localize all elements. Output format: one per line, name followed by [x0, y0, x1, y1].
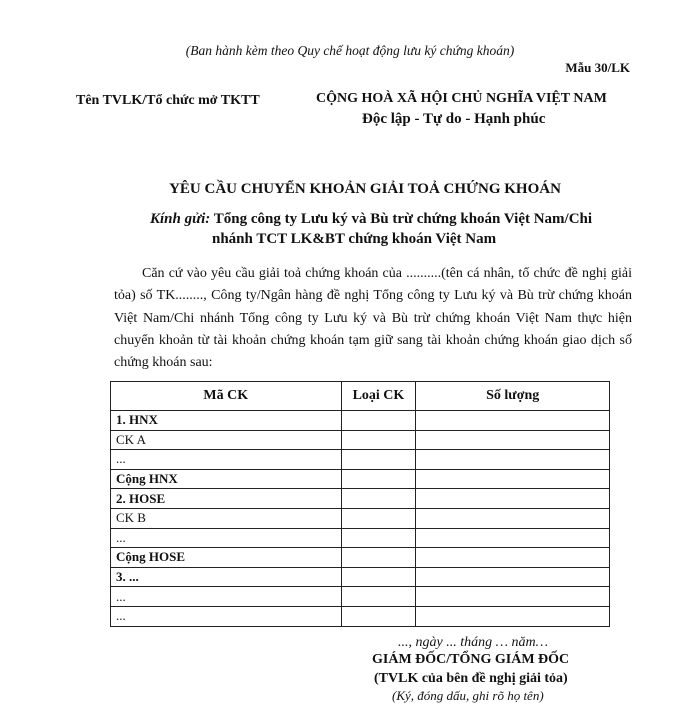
row-label: ...	[111, 606, 342, 626]
header-loai-ck: Loại CK	[341, 382, 416, 411]
row-type-cell	[341, 411, 416, 431]
header-ma-ck: Mã CK	[111, 382, 342, 411]
table-row	[111, 548, 610, 568]
form-code: Mẫu 30/LK	[565, 60, 630, 75]
table-row	[111, 430, 610, 450]
row-type-cell	[341, 528, 416, 548]
document-title: YÊU CẦU CHUYỂN KHOẢN GIẢI TOẢ CHỨNG KHOÁN	[169, 181, 561, 197]
row-quantity-cell	[416, 469, 610, 489]
recipient-lead: Kính gửi:	[150, 211, 211, 227]
recipient	[150, 209, 640, 249]
table-row	[111, 508, 610, 528]
national-motto: Độc lập - Tự do - Hạnh phúc	[362, 111, 546, 127]
row-label: Cộng HNX	[111, 469, 342, 489]
table-row	[111, 528, 610, 548]
row-type-cell	[341, 430, 416, 450]
row-quantity-cell	[416, 489, 610, 509]
row-quantity-cell	[416, 411, 610, 431]
row-type-cell	[341, 508, 416, 528]
row-quantity-cell	[416, 450, 610, 470]
row-label: CK A	[111, 430, 342, 450]
row-type-cell	[341, 606, 416, 626]
row-label: ...	[111, 528, 342, 548]
row-label: CK B	[111, 508, 342, 528]
body-paragraph: Căn cứ vào yêu cầu giải toả chứng khoán của ..........(tên cá nhân, tổ chức đề nghị giải tỏa) số TK........, Công ty/Ngân hàng đề nghị Tổng công ty Lưu ký và Bù trừ chứng khoán Việt Nam/Chi nhánh Tổng công ty Lưu ký và Bù trừ chứng khoán Việt Nam thực hiện chuyển khoản từ tài khoản chứng khoán tạm giữ sang tài khoản chứng khoán giao dịch số chứng khoán sau:	[114, 266, 632, 371]
table-header-row	[111, 382, 610, 411]
issued-note: (Ban hành kèm theo Quy chế hoạt động lưu ký chứng khoán)	[185, 43, 515, 58]
row-label: ...	[111, 587, 342, 607]
table-row	[111, 567, 610, 587]
table-row	[111, 606, 610, 626]
row-label: 3. ...	[111, 567, 342, 587]
recipient-line-2: nhánh TCT LK&BT chứng khoán Việt Nam	[212, 231, 497, 247]
row-label: 2. HOSE	[111, 489, 342, 509]
row-label: ...	[111, 450, 342, 470]
securities-table	[110, 381, 610, 627]
table-row	[111, 489, 610, 509]
header-so-luong: Số lượng	[416, 382, 610, 411]
recipient-line-1: Tổng công ty Lưu ký và Bù trừ chứng khoán Việt Nam/Chi	[210, 211, 593, 227]
table-row	[111, 587, 610, 607]
row-type-cell	[341, 567, 416, 587]
row-label: Cộng HOSE	[111, 548, 342, 568]
table-row	[111, 469, 610, 489]
table-row	[111, 450, 610, 470]
row-type-cell	[341, 469, 416, 489]
row-type-cell	[341, 489, 416, 509]
row-quantity-cell	[416, 548, 610, 568]
signer-subtitle: (TVLK của bên đề nghị giải tỏa)	[374, 671, 568, 686]
signature-note: (Ký, đóng dấu, ghi rõ họ tên)	[392, 688, 544, 703]
nation-title: CỘNG HOÀ XÃ HỘI CHỦ NGHĨA VIỆT NAM	[316, 91, 607, 106]
row-quantity-cell	[416, 587, 610, 607]
row-quantity-cell	[416, 508, 610, 528]
row-type-cell	[341, 450, 416, 470]
row-quantity-cell	[416, 606, 610, 626]
row-type-cell	[341, 587, 416, 607]
row-quantity-cell	[416, 430, 610, 450]
table-row	[111, 411, 610, 431]
row-type-cell	[341, 548, 416, 568]
row-label: 1. HNX	[111, 411, 342, 431]
row-quantity-cell	[416, 567, 610, 587]
org-name: Tên TVLK/Tổ chức mở TKTT	[76, 93, 260, 108]
date-line: ..., ngày ... tháng … năm…	[398, 635, 549, 650]
signer-title: GIÁM ĐỐC/TỔNG GIÁM ĐỐC	[372, 652, 570, 667]
row-quantity-cell	[416, 528, 610, 548]
